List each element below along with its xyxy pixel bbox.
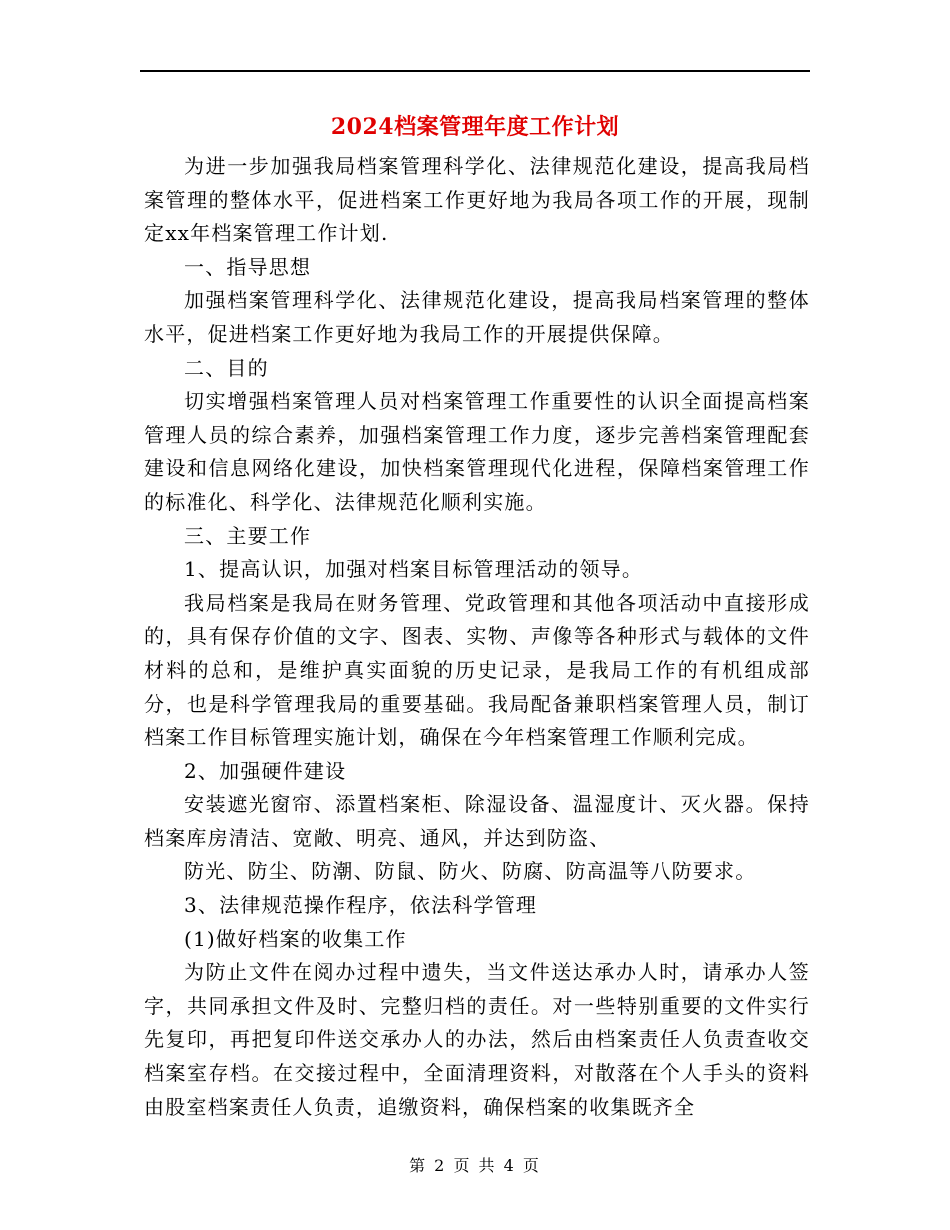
- purpose-paragraph: 切实增强档案管理人员对档案管理工作重要性的认识全面提高档案管理人员的综合素养，加强档案管理工作力度，逐步完善档案管理配套建设和信息网络化建设，加快档案管理现代化进程，保障档案管理工作的标准化、科学化、法律规范化顺利实施。: [144, 389, 810, 514]
- subheading-hardware: 2、加强硬件建设: [184, 758, 347, 783]
- section-heading-purpose: 二、目的: [184, 355, 269, 380]
- subheading-raise-awareness: 1、提高认识，加强对档案目标管理活动的领导。: [184, 557, 644, 582]
- page-number-footer: 第 2 页 共 4 页: [409, 1156, 541, 1175]
- subheading-procedures: 3、法律规范操作程序，依法科学管理: [184, 893, 538, 918]
- intro-paragraph: 为进一步加强我局档案管理科学化、法律规范化建设，提高我局档案管理的整体水平，促进档案工作更好地为我局各项工作的开展，现制定xx年档案管理工作计划.: [144, 154, 810, 246]
- section-heading-guiding-thought: 一、指导思想: [184, 254, 312, 279]
- guiding-thought-paragraph: 加强档案管理科学化、法律规范化建设，提高我局档案管理的整体水平，促进档案工作更好地为我局工作的开展提供保障。: [144, 288, 810, 346]
- hardware-paragraph: 安装遮光窗帘、添置档案柜、除湿设备、温湿度计、灭火器。保持档案库房清洁、宽敞、明亮、通风，并达到防盗、: [144, 792, 810, 850]
- header-rule: [140, 70, 810, 72]
- raise-awareness-paragraph: 我局档案是我局在财务管理、党政管理和其他各项活动中直接形成的，具有保存价值的文字、图表、实物、声像等各种形式与载体的文件材料的总和，是维护真实面貌的历史记录，是我局工作的有机组成部分，也是科学管理我局的重要基础。我局配备兼职档案管理人员，制订档案工作目标管理实施计划，确保在今年档案管理工作顺利完成。: [144, 590, 810, 750]
- hardware-paragraph-continued: 防光、防尘、防潮、防鼠、防火、防腐、防高温等八防要求。: [184, 859, 757, 884]
- document-body: [144, 150, 810, 1124]
- collection-paragraph: 为防止文件在阅办过程中遗失，当文件送达承办人时，请承办人签字，共同承担文件及时、完整归档的责任。对一些特别重要的文件实行先复印，再把复印件送交承办人的办法，然后由档案责任人负责查收交档案室存档。在交接过程中，全面清理资料，对散落在个人手头的资料由股室档案责任人负责，追缴资料，确保档案的收集既齐全: [144, 960, 810, 1119]
- section-heading-main-work: 三、主要工作: [184, 523, 312, 548]
- document-title: 2024档案管理年度工作计划: [330, 114, 620, 140]
- subheading-collection: (1)做好档案的收集工作: [184, 926, 407, 951]
